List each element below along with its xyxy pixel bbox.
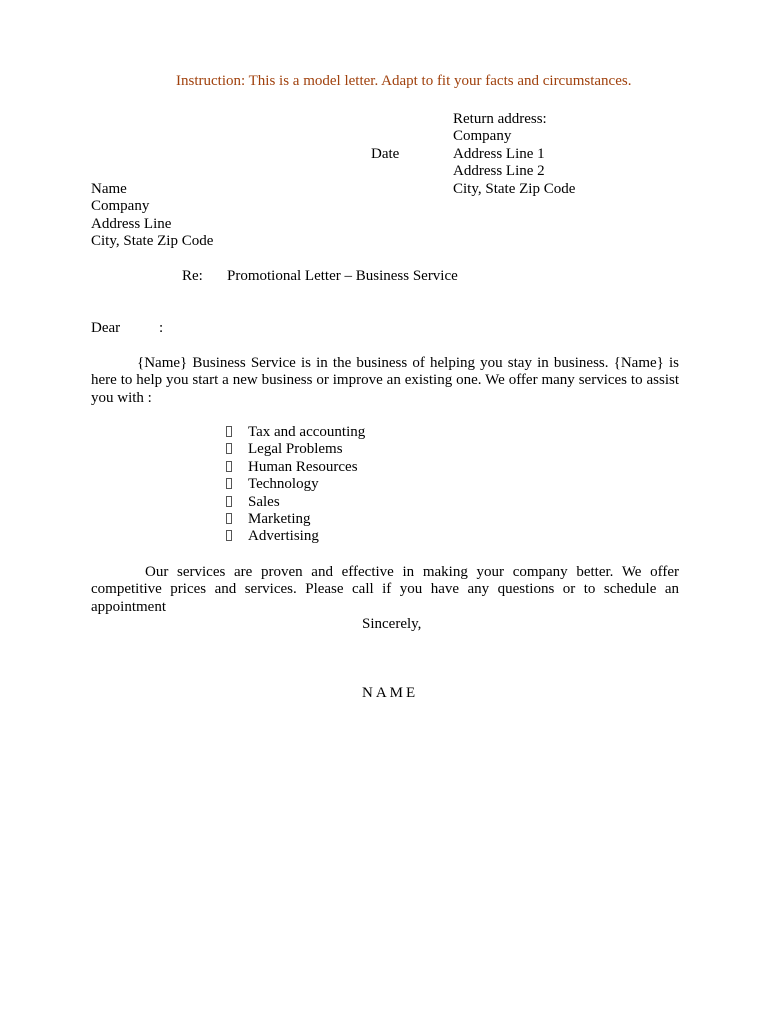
recipient-company: Company <box>91 198 150 215</box>
bullet-icon <box>226 478 232 489</box>
subject-label: Re: <box>182 268 203 284</box>
closing-sincerely: Sincerely, <box>362 616 422 632</box>
salutation: Dear <box>91 320 121 336</box>
bullet-icon <box>226 443 232 454</box>
recipient-city-state-zip: City, State Zip Code <box>91 233 214 250</box>
intro-text: {Name} Business Service is in the business of helping you stay in business. {Name} is here to help you start a new business or improve an existing one. We offer many services to assist you with : <box>91 355 679 406</box>
service-label: Legal Problems <box>248 441 343 458</box>
bullet-icon <box>226 496 232 507</box>
service-label: Technology <box>248 476 319 493</box>
body-paragraph-intro <box>91 355 679 407</box>
salutation-colon: : <box>159 320 164 336</box>
bullet-icon <box>226 530 232 541</box>
recipient-address-block <box>91 181 213 251</box>
list-item <box>226 424 365 441</box>
signature-name: NAME <box>362 685 419 701</box>
service-label: Human Resources <box>248 458 358 475</box>
list-item <box>226 494 365 511</box>
service-label: Advertising <box>248 528 319 545</box>
services-list <box>226 424 365 546</box>
service-label: Sales <box>248 493 280 510</box>
closing-paragraph-text: Our services are proven and effective in making your company better. We offer competitive prices and services. Please call if you have any questions or to schedule an appointment <box>91 564 679 615</box>
list-item <box>226 459 365 476</box>
return-address-line-1: Address Line 1 <box>453 145 545 162</box>
bullet-icon <box>226 461 232 472</box>
list-item <box>226 511 365 528</box>
instruction-note: Instruction: This is a model letter. Adapt to fit your facts and circumstances. <box>176 73 632 89</box>
recipient-address-line: Address Line <box>91 215 172 232</box>
subject-line: Promotional Letter – Business Service <box>227 268 458 284</box>
return-address-city-state-zip: City, State Zip Code <box>453 180 576 197</box>
date-field: Date <box>371 146 400 162</box>
service-label: Marketing <box>248 510 311 527</box>
bullet-icon <box>226 513 232 524</box>
list-item <box>226 441 365 458</box>
service-label: Tax and accounting <box>248 424 366 440</box>
recipient-name: Name <box>91 181 127 197</box>
list-item <box>226 476 365 493</box>
return-address-block <box>453 111 575 198</box>
bullet-icon <box>226 426 232 437</box>
body-paragraph-closing <box>91 564 679 616</box>
return-address-heading: Return address: <box>453 111 547 127</box>
return-address-line-2: Address Line 2 <box>453 163 545 180</box>
return-address-company: Company <box>453 128 512 145</box>
list-item <box>226 528 365 545</box>
